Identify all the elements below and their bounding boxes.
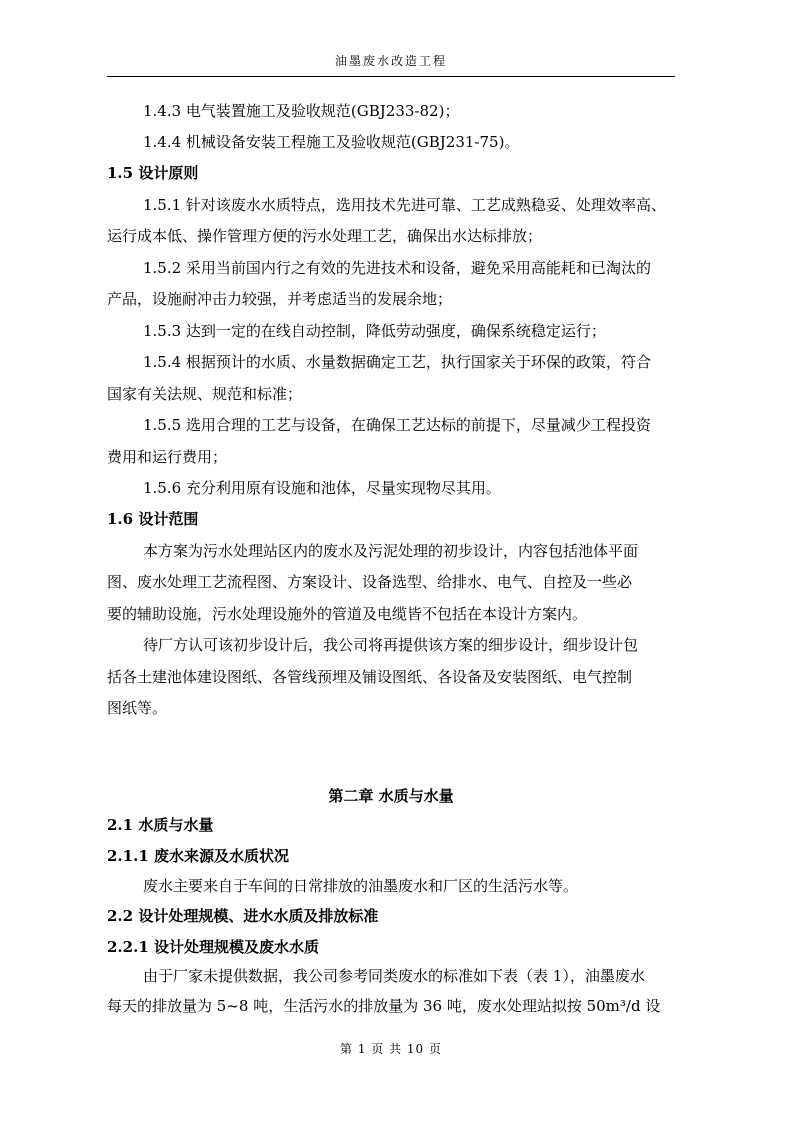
text-line: 费用和运行费用； [107,448,228,466]
text-line: 每天的排放量为 5~8 吨，生活污水的排放量为 36 吨，废水处理站拟按 50m³/d 设 [107,997,661,1015]
text-line: 1.5.1 针对该废水水质特点，选用技术先进可靠、工艺成熟稳妥、处理效率高、 [143,196,666,214]
text-line: 1.5.2 采用当前国内行之有效的先进技术和设备，避免采用高能耗和已淘汰的 [143,259,651,277]
text-line: 1.5.4 根据预计的水质、水量数据确定工艺，执行国家关于环保的政策，符合 [143,353,651,371]
text-line: 本方案为污水处理站区内的废水及污泥处理的初步设计，内容包括池体平面 [143,542,639,560]
text-line: 图、废水处理工艺流程图、方案设计、设备选型、给排水、电气、自控及一些必 [107,573,633,591]
page-header-title: 油墨废水改造工程 [334,54,447,68]
section-heading: 2.2 设计处理规模、进水水质及排放标准 [107,907,379,925]
section-heading: 2.1 水质与水量 [107,816,214,834]
section-heading: 1.5 设计原则 [107,164,199,182]
text-line: 运行成本低、操作管理方便的污水处理工艺，确保出水达标排放； [107,227,543,245]
subsection-heading: 2.1.1 废水来源及水质状况 [107,847,289,865]
text-line: 要的辅助设施，污水处理设施外的管道及电缆皆不包括在本设计方案内。 [107,605,588,623]
header-divider [107,76,675,77]
text-line: 1.5.5 选用合理的工艺与设备，在确保工艺达标的前提下，尽量减少工程投资 [143,416,651,434]
text-line: 括各土建池体建设图纸、各管线预埋及铺设图纸、各设备及安装图纸、电气控制 [107,668,633,686]
text-line: 图纸等。 [107,699,168,717]
text-line: 由于厂家未提供数据，我公司参考同类废水的标准如下表（表 1），油墨废水 [143,967,645,985]
text-line: 国家有关法规、规范和标准； [107,385,303,403]
chapter-title: 第二章 水质与水量 [328,787,454,805]
text-line: 1.5.6 充分利用原有设施和池体，尽量实现物尽其用。 [143,479,501,497]
text-line: 1.4.3 电气装置施工及验收规范(GBJ233-82)； [143,102,460,120]
text-line: 产品，设施耐冲击力较强，并考虑适当的发展余地； [107,290,453,308]
text-line: 1.4.4 机械设备安装工程施工及验收规范(GBJ231-75)。 [143,133,520,151]
subsection-heading: 2.2.1 设计处理规模及废水水质 [107,938,319,956]
page-number-footer: 第 1 页 共 10 页 [340,1042,442,1056]
text-line: 废水主要来自于车间的日常排放的油墨废水和厂区的生活污水等。 [143,877,579,895]
text-line: 1.5.3 达到一定的在线自动控制，降低劳动强度，确保系统稳定运行； [143,322,606,340]
section-heading: 1.6 设计范围 [107,510,199,528]
text-line: 待厂方认可该初步设计后，我公司将再提供该方案的细步设计，细步设计包 [143,636,639,654]
